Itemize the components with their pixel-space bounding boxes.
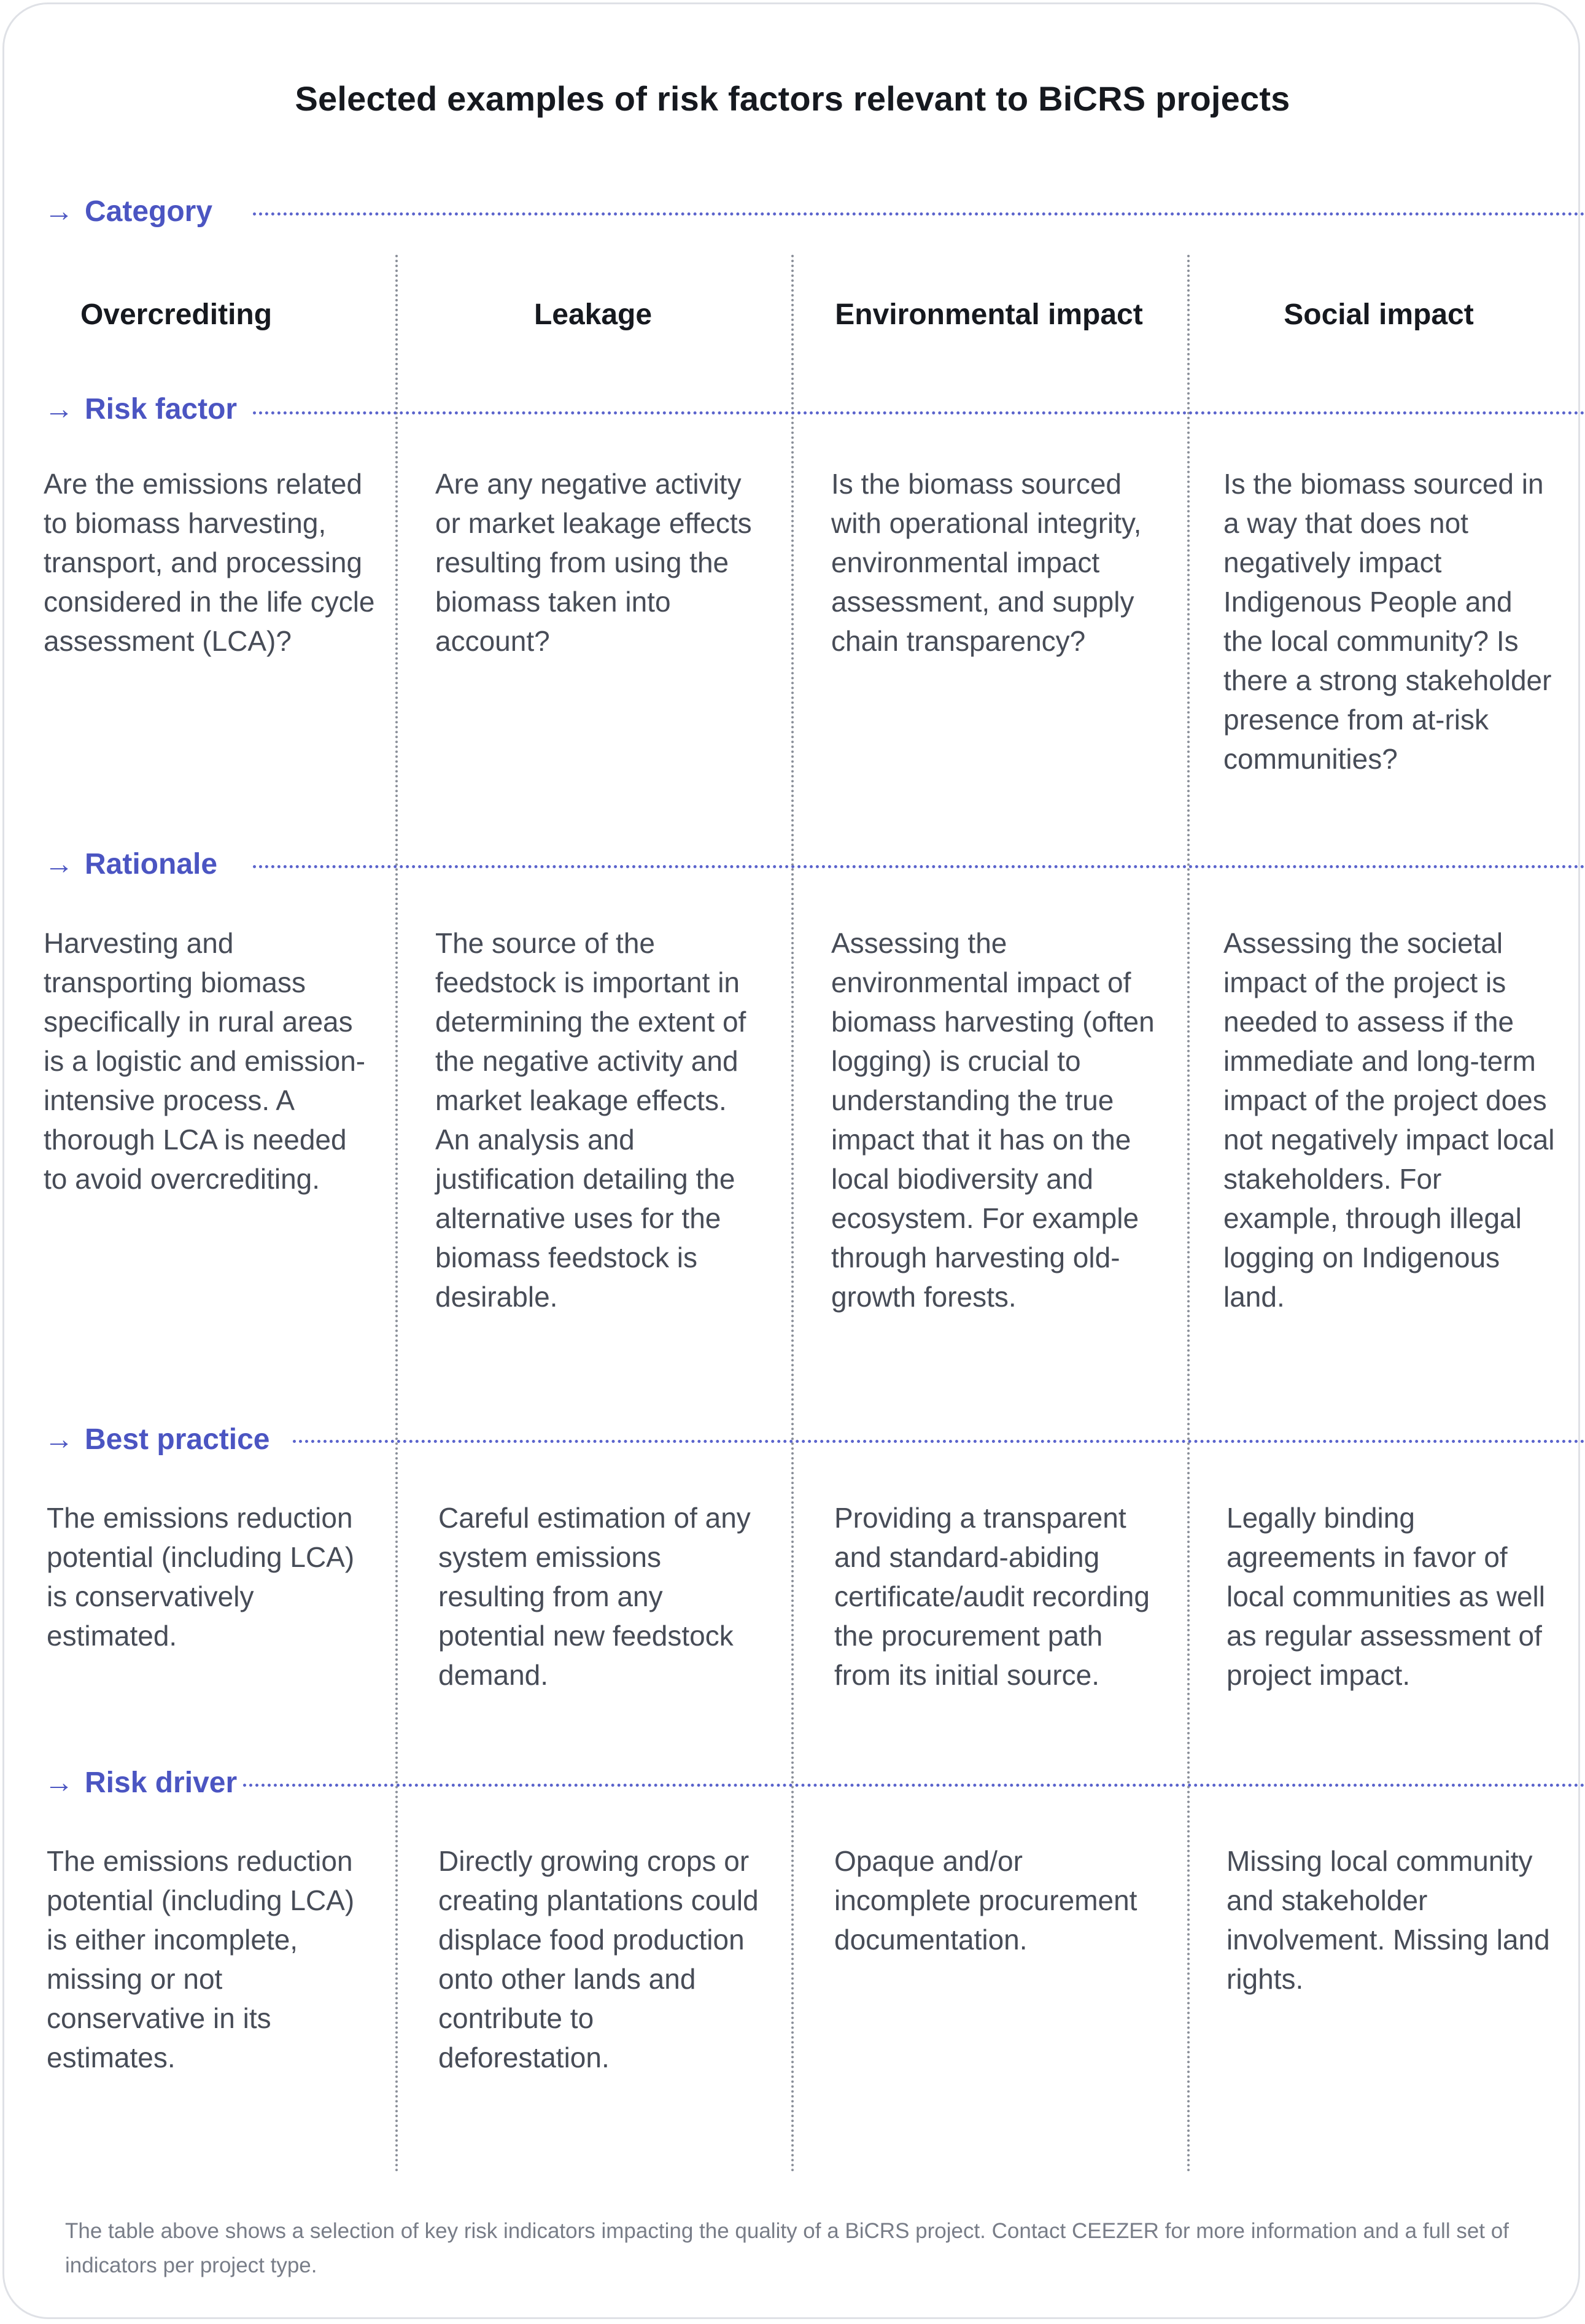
arrow-right-icon: → <box>44 848 74 880</box>
arrow-right-icon: → <box>44 1423 74 1456</box>
column-header-social-impact: Social impact <box>1284 298 1474 331</box>
best-practice-divider <box>293 1440 1585 1443</box>
risk-factor-overcrediting: Are the emissions related to biomass harvesting, transport, and processing considered in the life cycle assessment (LCA)? <box>44 468 375 657</box>
arrow-right-icon: → <box>44 393 74 426</box>
section-label-best-practice: → Best practice <box>44 1418 269 1461</box>
column-header-environmental-impact: Environmental impact <box>835 298 1143 331</box>
rationale-leakage: The source of the feedstock is important in determining the extent of the negative activity and market leakage effects. An analysis and justification detailing the alternative uses for the biomass feedstock is desirable. <box>435 927 746 1313</box>
column-divider-1 <box>395 255 398 2174</box>
page-title: Selected examples of risk factors relevant to BiCRS projects <box>295 79 1290 118</box>
column-header-overcrediting: Overcrediting <box>80 298 273 331</box>
risk-driver-overcrediting: The emissions reduction potential (including LCA) is either incomplete, missing or not conservative in its estimates. <box>47 1845 355 2073</box>
category-divider <box>253 212 1585 216</box>
arrow-right-icon: → <box>44 1766 74 1799</box>
column-divider-2 <box>791 255 794 2174</box>
risk-factor-leakage: Are any negative activity or market leakage effects resulting from using the biomass taken into account? <box>435 468 752 657</box>
column-header-leakage: Leakage <box>533 298 653 331</box>
section-label-risk-factor: → Risk factor <box>44 388 237 431</box>
best-practice-social-impact: Legally binding agreements in favor of local communities as well as regular assessment of project impact. <box>1227 1502 1545 1691</box>
risk-factor-divider <box>253 411 1585 414</box>
rationale-overcrediting: Harvesting and transporting biomass specifically in rural areas is a logistic and emission-intensive process. A thorough LCA is needed to avoid overcrediting. <box>44 927 366 1195</box>
footnote: The table above shows a selection of key risk indicators impacting the quality of a BiCRS project. Contact CEEZER for more information and a full set of indicators per project type. <box>65 2219 1509 2277</box>
risk-factor-environmental-impact: Is the biomass sourced with operational integrity, environmental impact assessment, and supply chain transparency? <box>831 468 1142 657</box>
best-practice-environmental-impact: Providing a transparent and standard-abiding certificate/audit recording the procurement path from its initial source. <box>834 1502 1150 1691</box>
best-practice-leakage: Careful estimation of any system emissions resulting from any potential new feedstock demand. <box>438 1502 751 1691</box>
section-label-risk-driver: → Risk driver <box>44 1762 237 1805</box>
risk-driver-divider <box>243 1784 1585 1787</box>
section-label-rationale: → Rationale <box>44 843 217 886</box>
risk-driver-environmental-impact: Opaque and/or incomplete procurement documentation. <box>834 1845 1137 1956</box>
section-label-category: → Category <box>44 190 212 233</box>
arrow-right-icon: → <box>44 195 74 228</box>
risk-driver-leakage: Directly growing crops or creating plantations could displace food production onto other lands and contribute to deforestation. <box>438 1845 759 2073</box>
rationale-social-impact: Assessing the societal impact of the project is needed to assess if the immediate and long-term impact of the project does not negatively impact local stakeholders. For example, through illegal logging on Indigenous land. <box>1223 927 1555 1313</box>
rationale-environmental-impact: Assessing the environmental impact of biomass harvesting (often logging) is crucial to understanding the true impact that it has on the local biodiversity and ecosystem. For example through harvesting old-growth forests. <box>831 927 1155 1313</box>
rationale-divider <box>253 865 1585 868</box>
risk-factor-social-impact: Is the biomass sourced in a way that does not negatively impact Indigenous People and the local community? Is there a strong stakeholder presence from at-risk communities? <box>1223 468 1552 775</box>
best-practice-overcrediting: The emissions reduction potential (including LCA) is conservatively estimated. <box>47 1502 355 1652</box>
column-divider-3 <box>1187 255 1190 2174</box>
risk-driver-social-impact: Missing local community and stakeholder involvement. Missing land rights. <box>1227 1845 1550 1995</box>
